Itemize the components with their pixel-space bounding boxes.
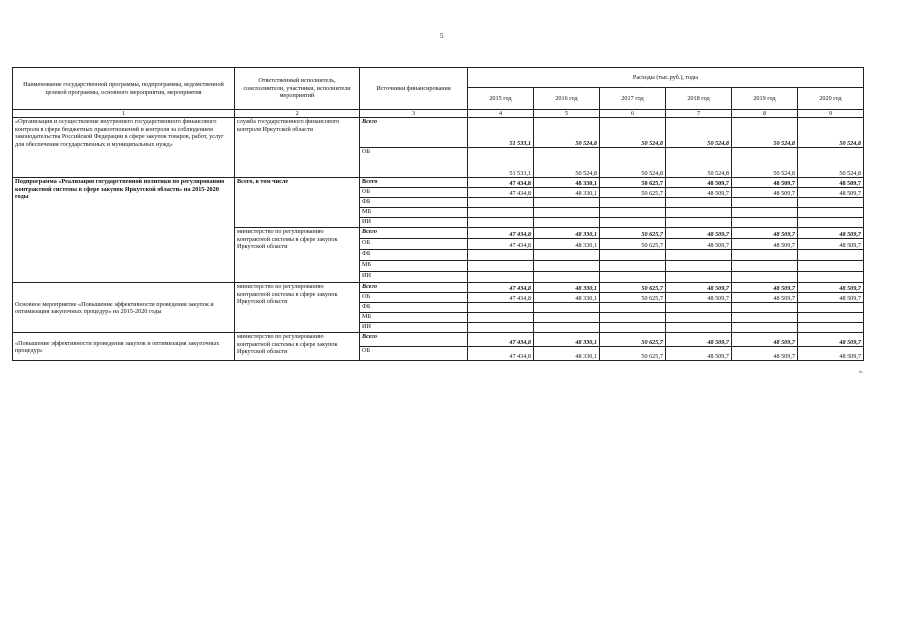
- value-cell: 50 625,7: [600, 347, 666, 361]
- value-cell: 50 524,8: [798, 148, 864, 178]
- source-cell: ОБ: [360, 347, 468, 361]
- value-cell: 48 509,7: [732, 228, 798, 239]
- header-executor: Ответственный исполнитель, соисполнители, участники, исполнители мероприятий: [235, 68, 360, 110]
- value-cell: 47 434,8: [468, 239, 534, 250]
- value-cell: 50 625,7: [600, 283, 666, 293]
- value-cell: 48 509,7: [732, 283, 798, 293]
- value-cell: 48 330,1: [534, 347, 600, 361]
- source-cell: ИИ: [360, 272, 468, 283]
- row-executor: служба государственного финансового контроля Иркутской области: [235, 118, 360, 178]
- value-cell: 51 533,1: [468, 148, 534, 178]
- value-cell: 48 509,7: [666, 188, 732, 198]
- col-number: 2: [235, 110, 360, 118]
- row-name: «Повышение эффективности проведения закупок и оптимизация закупочных процедур»: [13, 333, 235, 361]
- value-cell: 48 509,7: [666, 333, 732, 347]
- value-cell: 48 509,7: [798, 333, 864, 347]
- value-cell: 48 509,7: [666, 347, 732, 361]
- value-cell: 50 524,8: [666, 118, 732, 148]
- value-cell: 48 330,1: [534, 178, 600, 188]
- value-cell: 48 330,1: [534, 228, 600, 239]
- value-cell: 48 509,7: [732, 178, 798, 188]
- row-executor: министерство по регулированию контрактной системы в сфере закупок Иркутской области: [235, 333, 360, 361]
- value-cell: 48 330,1: [534, 188, 600, 198]
- value-cell: 50 524,8: [798, 118, 864, 148]
- value-cell: 48 509,7: [732, 333, 798, 347]
- closing-quote-mark: ».: [859, 369, 864, 375]
- source-cell: ОБ: [360, 293, 468, 303]
- value-cell: 50 524,8: [534, 118, 600, 148]
- value-cell: 48 509,7: [732, 188, 798, 198]
- row-executor: министерство по регулированию контрактной системы в сфере закупок Иркутской области: [235, 283, 360, 333]
- row-executor: Всего, в том числе: [235, 178, 360, 228]
- header-expenses: Расходы (тыс.руб.), годы: [468, 68, 864, 88]
- source-cell: Всего: [360, 283, 468, 293]
- year-header: 2015 год: [468, 88, 534, 110]
- source-cell: Всего: [360, 333, 468, 347]
- col-number: 3: [360, 110, 468, 118]
- value-cell: 50 625,7: [600, 178, 666, 188]
- col-number: 4: [468, 110, 534, 118]
- value-cell: 50 524,8: [600, 148, 666, 178]
- year-header: 2018 год: [666, 88, 732, 110]
- col-number: 5: [534, 110, 600, 118]
- source-cell: МБ: [360, 313, 468, 323]
- value-cell: 48 509,7: [732, 239, 798, 250]
- value-cell: 51 533,1: [468, 118, 534, 148]
- value-cell: 50 524,8: [732, 148, 798, 178]
- value-cell: 50 524,8: [666, 148, 732, 178]
- value-cell: 48 509,7: [798, 188, 864, 198]
- source-cell: Всего: [360, 228, 468, 239]
- source-cell: МБ: [360, 208, 468, 218]
- source-cell: ИИ: [360, 218, 468, 228]
- value-cell: 50 524,8: [732, 118, 798, 148]
- value-cell: 48 509,7: [798, 283, 864, 293]
- value-cell: 47 434,8: [468, 333, 534, 347]
- value-cell: 50 524,8: [534, 148, 600, 178]
- value-cell: 48 509,7: [798, 178, 864, 188]
- year-header: 2020 год: [798, 88, 864, 110]
- year-header: 2016 год: [534, 88, 600, 110]
- value-cell: 48 509,7: [666, 178, 732, 188]
- value-cell: 48 509,7: [666, 293, 732, 303]
- source-cell: ФБ: [360, 303, 468, 313]
- value-cell: 47 434,8: [468, 347, 534, 361]
- value-cell: 48 509,7: [666, 228, 732, 239]
- value-cell: 48 509,7: [798, 228, 864, 239]
- value-cell: 48 509,7: [666, 283, 732, 293]
- value-cell: 48 330,1: [534, 333, 600, 347]
- value-cell: 50 625,7: [600, 333, 666, 347]
- value-cell: 48 509,7: [798, 239, 864, 250]
- source-cell: ОБ: [360, 148, 468, 178]
- source-cell: Всего: [360, 118, 468, 148]
- value-cell: 47 434,8: [468, 228, 534, 239]
- financing-table: [12, 67, 864, 361]
- value-cell: 47 434,8: [468, 293, 534, 303]
- value-cell: 50 524,8: [600, 118, 666, 148]
- row-name: Основное мероприятие «Повышение эффективности проведения закупок и оптимизация закупочных процедур» на 2015-2020 годы: [13, 283, 235, 333]
- value-cell: 48 509,7: [798, 347, 864, 361]
- value-cell: 47 434,8: [468, 178, 534, 188]
- value-cell: 50 625,7: [600, 228, 666, 239]
- source-cell: ОБ: [360, 188, 468, 198]
- source-cell: ФБ: [360, 250, 468, 261]
- source-cell: ИИ: [360, 323, 468, 333]
- value-cell: 47 434,8: [468, 283, 534, 293]
- source-cell: Всего: [360, 178, 468, 188]
- col-number: 6: [600, 110, 666, 118]
- year-header: 2019 год: [732, 88, 798, 110]
- col-number: 7: [666, 110, 732, 118]
- row-name: «Организация и осуществление внутреннего государственного финансового контроля в сфере бюджетных правоотношений и контроля за соблюдением законодательства Российской Федерации в сфере закупок товаров, работ, услуг для обеспечения государственных и муниципальных нужд»: [13, 118, 235, 178]
- year-header: 2017 год: [600, 88, 666, 110]
- header-name: Наименование государственной программы, подпрограммы, ведомственной целевой программы, основного мероприятия, мероприятия: [13, 68, 235, 110]
- value-cell: 48 509,7: [798, 293, 864, 303]
- value-cell: 48 509,7: [732, 293, 798, 303]
- value-cell: 48 330,1: [534, 239, 600, 250]
- source-cell: ОБ: [360, 239, 468, 250]
- col-number: 1: [13, 110, 235, 118]
- value-cell: 48 509,7: [732, 347, 798, 361]
- source-cell: ФБ: [360, 198, 468, 208]
- col-number: 8: [732, 110, 798, 118]
- page-number: 5: [440, 32, 444, 40]
- value-cell: 50 625,7: [600, 188, 666, 198]
- value-cell: 47 434,8: [468, 188, 534, 198]
- row-executor: министерство по регулированию контрактной системы в сфере закупок Иркутской области: [235, 228, 360, 283]
- col-number: 9: [798, 110, 864, 118]
- value-cell: 48 330,1: [534, 293, 600, 303]
- header-source: Источники финансирования: [360, 68, 468, 110]
- source-cell: МБ: [360, 261, 468, 272]
- value-cell: 48 330,1: [534, 283, 600, 293]
- value-cell: 50 625,7: [600, 293, 666, 303]
- value-cell: 48 509,7: [666, 239, 732, 250]
- value-cell: 50 625,7: [600, 239, 666, 250]
- row-name: Подпрограмма «Реализация государственной политики по регулированию контрактной системы в сфере закупок Иркутской области» на 2015-2020 годы: [13, 178, 235, 283]
